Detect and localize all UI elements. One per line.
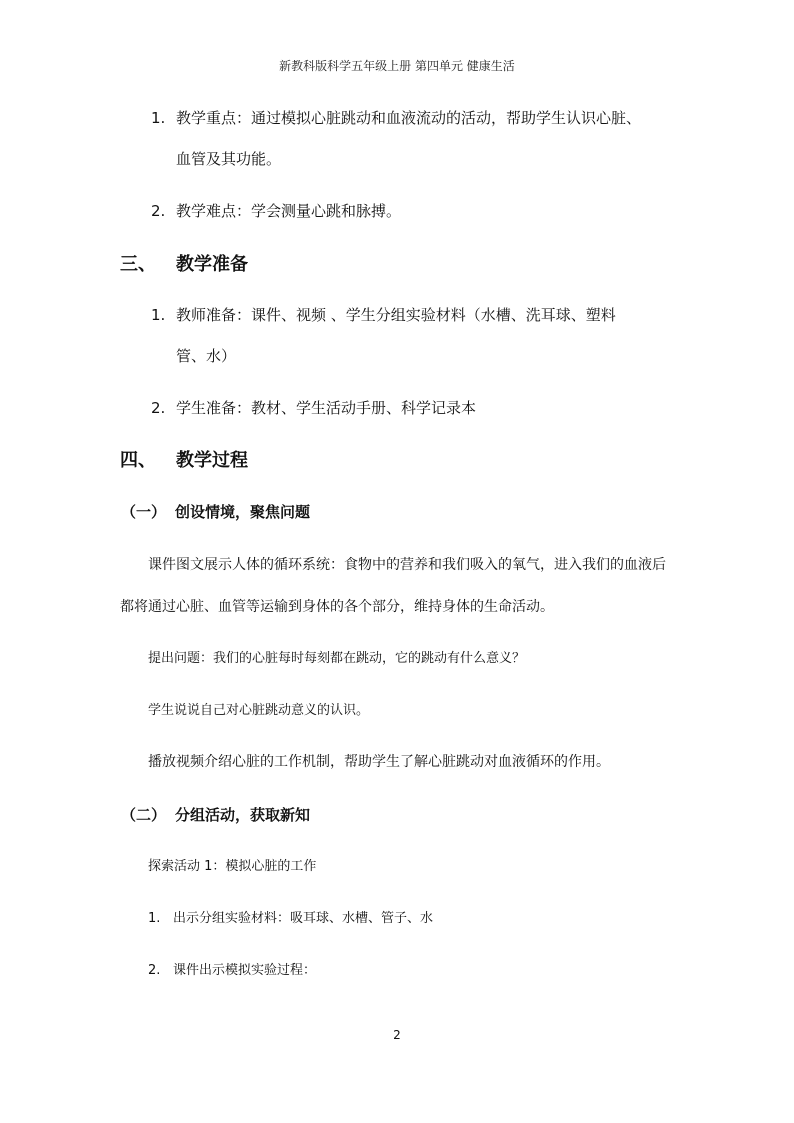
prep-item-1 — [151, 305, 616, 325]
section-number: 三、 — [120, 254, 156, 275]
list-number: 1. — [148, 911, 161, 926]
subsection-number: （二） — [121, 806, 167, 824]
focus-item-1-continuation: 血管及其功能。 — [176, 150, 282, 168]
list-number: 2. — [151, 399, 166, 417]
focus-item-1 — [151, 108, 641, 128]
list-number: 1. — [151, 109, 166, 127]
prep-item-2-text: 学生准备：教材、学生活动手册、科学记录本 — [176, 399, 477, 417]
paragraph-1-line-1: 课件图文展示人体的循环系统：食物中的营养和我们吸入的氧气，进入我们的血液后 — [148, 557, 666, 573]
subheading-part-2 — [121, 805, 310, 825]
focus-item-1-text: 教学重点：通过模拟心脏跳动和血液流动的活动，帮助学生认识心脏、 — [176, 109, 642, 127]
subsection-title: 分组活动，获取新知 — [175, 806, 311, 824]
section-heading-preparation — [120, 253, 248, 277]
focus-item-2 — [151, 201, 401, 221]
focus-item-2-text: 教学难点：学会测量心跳和脉搏。 — [176, 202, 402, 220]
prep-item-2 — [151, 398, 476, 418]
page-header: 新教科版科学五年级上册 第四单元 健康生活 — [279, 59, 515, 73]
prep-item-1-continuation: 管、水） — [176, 347, 237, 365]
prep-item-1-text: 教师准备：课件、视频 、学生分组实验材料（水槽、洗耳球、塑料 — [176, 306, 616, 324]
section-heading-process — [120, 449, 248, 473]
subsection-title: 创设情境，聚焦问题 — [175, 503, 311, 521]
section-title: 教学过程 — [176, 450, 248, 471]
paragraph-3: 学生说说自己对心脏跳动意义的认识。 — [148, 703, 370, 718]
activity-item-2-text: 课件出示模拟实验过程： — [173, 963, 317, 978]
subsection-number: （一） — [121, 503, 167, 521]
paragraph-1-line-2: 都将通过心脏、血管等运输到身体的各个部分，维持身体的生命活动。 — [120, 599, 554, 615]
list-number: 2. — [151, 202, 166, 220]
section-number: 四、 — [120, 450, 156, 471]
paragraph-4: 播放视频介绍心脏的工作机制，帮助学生了解心脏跳动对血液循环的作用。 — [148, 754, 610, 770]
page-number: 2 — [393, 1028, 401, 1042]
activity-item-2 — [148, 961, 316, 981]
activity-item-1-text: 出示分组实验材料：吸耳球、水槽、管子、水 — [173, 911, 434, 926]
list-number: 1. — [151, 306, 166, 324]
activity-title: 探索活动 1：模拟心脏的工作 — [148, 859, 317, 874]
paragraph-2: 提出问题：我们的心脏每时每刻都在跳动，它的跳动有什么意义？ — [148, 651, 526, 666]
subheading-part-1 — [121, 502, 310, 522]
section-title: 教学准备 — [176, 254, 248, 275]
activity-item-1 — [148, 909, 433, 929]
list-number: 2. — [148, 963, 161, 978]
